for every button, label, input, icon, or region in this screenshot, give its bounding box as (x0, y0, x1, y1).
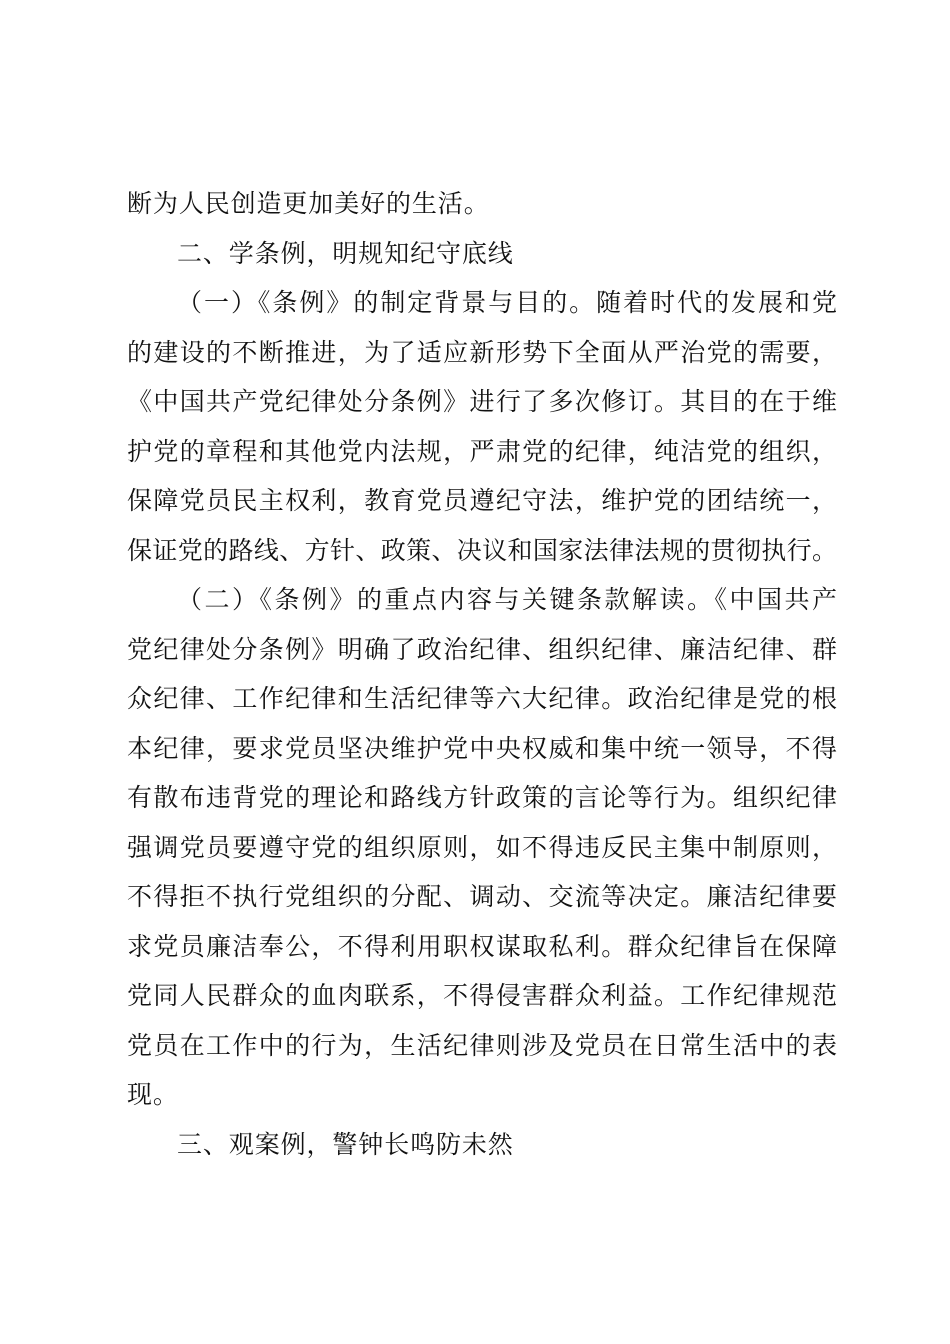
text-line: 保障党员民主权利，教育党员遵纪守法，维护党的团结统一， (127, 486, 837, 515)
text-line: 现。 (127, 1080, 179, 1109)
text-line: 断为人民创造更加美好的生活。 (127, 189, 490, 218)
text-line: 党员在工作中的行为，生活纪律则涉及党员在日常生活中的表 (127, 1031, 837, 1060)
text-line: 《中国共产党纪律处分条例》进行了多次修订。其目的在于维 (127, 387, 837, 416)
text-line: （一）《条例》的制定背景与目的。随着时代的发展和党 (177, 288, 837, 317)
text-line: 保证党的路线、方针、政策、决议和国家法律法规的贯彻执行。 (127, 536, 837, 565)
section-heading: 三、观案例，警钟长鸣防未然 (177, 1130, 514, 1159)
text-line: 护党的章程和其他党内法规，严肃党的纪律，纯洁党的组织， (127, 437, 837, 466)
text-line: 有散布违背党的理论和路线方针政策的言论等行为。组织纪律 (127, 783, 837, 812)
text-line: 的建设的不断推进，为了适应新形势下全面从严治党的需要， (127, 338, 837, 367)
text-line: 不得拒不执行党组织的分配、调动、交流等决定。廉洁纪律要 (127, 882, 837, 911)
section-heading: 二、学条例，明规知纪守底线 (177, 239, 514, 268)
text-line: 党纪律处分条例》明确了政治纪律、组织纪律、廉洁纪律、群 (127, 635, 837, 664)
text-line: 党同人民群众的血肉联系，不得侵害群众利益。工作纪律规范 (127, 981, 837, 1010)
text-line: 众纪律、工作纪律和生活纪律等六大纪律。政治纪律是党的根 (127, 684, 837, 713)
text-line: 求党员廉洁奉公，不得利用职权谋取私利。群众纪律旨在保障 (127, 932, 837, 961)
text-line: 本纪律，要求党员坚决维护党中央权威和集中统一领导，不得 (127, 734, 837, 763)
text-line: 强调党员要遵守党的组织原则，如不得违反民主集中制原则， (127, 833, 837, 862)
text-line: （二）《条例》的重点内容与关键条款解读。《中国共产 (177, 585, 837, 614)
